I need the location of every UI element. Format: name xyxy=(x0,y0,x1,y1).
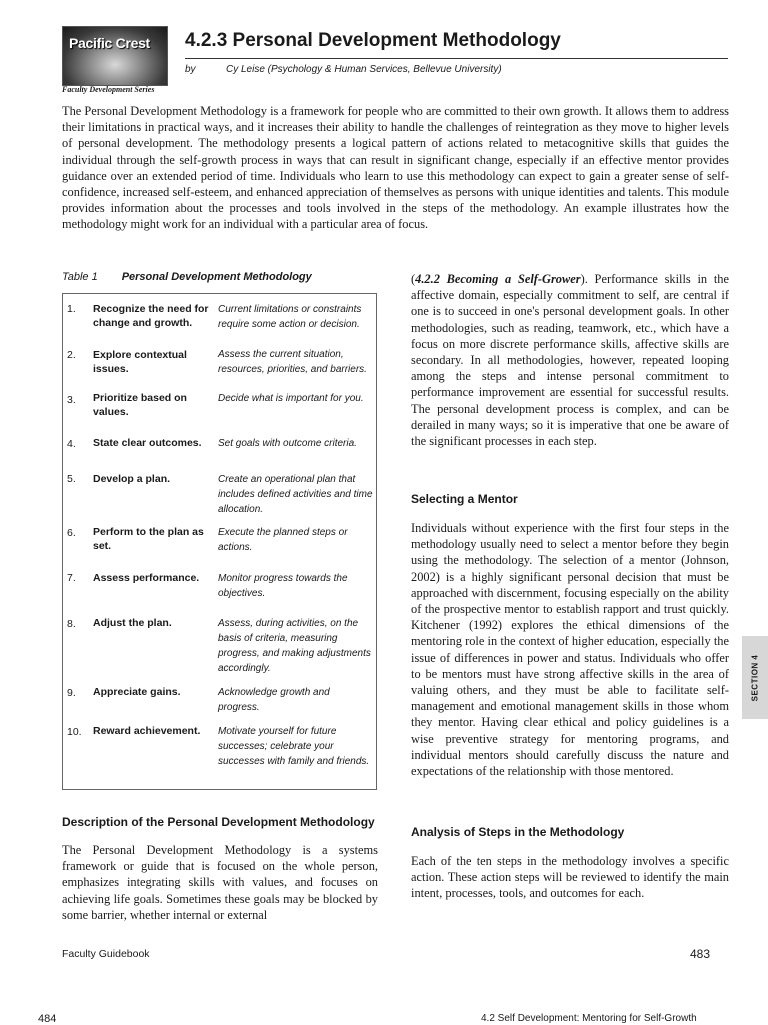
step-description: Assess the current situation, resources, priorities, and barriers. xyxy=(218,349,367,375)
step-description: Assess, during activities, on the basis of criteria, measuring progress, and making adjustments accordingly. xyxy=(218,618,371,674)
table-title: Personal Development Methodology xyxy=(121,271,312,283)
section-tab xyxy=(742,636,768,719)
step-name: State clear outcomes. xyxy=(93,437,202,449)
description-heading: Description of the Personal Development Methodology xyxy=(62,815,375,829)
logo-subtitle: Faculty Development Series xyxy=(62,85,155,94)
step-number: 2. xyxy=(67,349,76,361)
step-number: 5. xyxy=(67,473,76,485)
mentor-heading: Selecting a Mentor xyxy=(411,492,518,506)
step-description: Decide what is important for you. xyxy=(218,393,364,404)
step-number: 6. xyxy=(67,527,76,539)
step-name: Develop a plan. xyxy=(93,473,171,485)
step-number: 1. xyxy=(67,303,76,315)
next-page-number: 484 xyxy=(38,1013,57,1025)
step-name: Explore contextual issues. xyxy=(93,349,187,375)
table-caption xyxy=(62,271,312,283)
step-number: 10. xyxy=(67,726,82,738)
step-name: Appreciate gains. xyxy=(93,686,181,698)
step-number: 7. xyxy=(67,572,76,584)
methodology-table xyxy=(62,293,377,790)
table-number: Table 1 xyxy=(62,271,98,283)
next-page-header: 4.2 Self Development: Mentoring for Self-Growth xyxy=(481,1013,697,1024)
description-paragraph: The Personal Development Methodology is a systems framework or guide that is focused on the whole person, emphasizes integrating skills with values, and focuses on achieving life goals. Sometimes these goals may be blocked by some barrier, whether internal or external xyxy=(62,843,378,922)
step-description: Set goals with outcome criteria. xyxy=(218,438,357,449)
step-description: Motivate yourself for future successes; celebrate your successes with family and friends. xyxy=(218,726,370,767)
step-number: 3. xyxy=(67,394,76,406)
step-description: Monitor progress towards the objectives. xyxy=(218,573,348,599)
section-tab-label: SECTION 4 xyxy=(750,654,760,701)
step-name: Assess performance. xyxy=(93,572,200,584)
step-name: Prioritize based on values. xyxy=(93,392,187,418)
cross-reference: 4.2.2 Becoming a Self-Grower xyxy=(415,272,581,286)
title-divider xyxy=(185,58,728,59)
byline-label: by xyxy=(185,64,196,75)
step-description: Create an operational plan that includes defined activities and time allocation. xyxy=(218,474,373,515)
step-description: Execute the planned steps or actions. xyxy=(218,527,348,553)
page-title: 4.2.3 Personal Development Methodology xyxy=(185,30,561,51)
right-intro-paragraph: (4.2.2 Becoming a Self-Grower). Performance skills in the affective domain, especially commitment to self, are central if one is to succeed in one's personal development goals. In other methodologies, such as reading, teamwork, etc., which have a focus on more discrete performance skills, affective skills are secondary. In all methodologies, however, repeated looping among the steps and intense personal commitment to performance improvement are essential for successful results. The personal development process is complex, and can be derailed in many ways; so it is imperative that one be aware of the significant processes in each step. xyxy=(411,272,729,449)
page-number: 483 xyxy=(690,947,711,961)
step-number: 9. xyxy=(67,687,76,699)
analysis-paragraph: Each of the ten steps in the methodology involves a specific action. These action steps will be reviewed to identify the main intent, processes, tools, and outcomes for each. xyxy=(411,854,729,901)
intro-paragraph: The Personal Development Methodology is a framework for people who are committed to their own growth. It allows them to address their limitations in practical ways, and it increases their ability to handle the challenges of reintegration as they move to higher levels of personal development. The methodology presents a logical pattern of actions related to metacognitive skills that guides the individual through the self-growth process in ways that can result in significant change, especially if an effective mentor provides guidance over an extended period of time. Individuals who learn to use this methodology can expect to gain a greater sense of self-confidence, increased self-esteem, and enhanced appreciation of themselves as persons with unique identities and talents. This module provides information about the processes and tools involved in the steps of the methodology. An example illustrates how the methodology might work for an individual with a particular area of focus. xyxy=(62,104,729,232)
step-description: Acknowledge growth and progress. xyxy=(218,687,330,713)
footer-title: Faculty Guidebook xyxy=(62,948,150,960)
author: Cy Leise (Psychology & Human Services, Bellevue University) xyxy=(226,64,502,75)
step-name: Adjust the plan. xyxy=(93,617,172,629)
step-name: Reward achievement. xyxy=(93,725,201,737)
step-name: Recognize the need for change and growth. xyxy=(93,303,209,329)
step-number: 4. xyxy=(67,438,76,450)
analysis-heading: Analysis of Steps in the Methodology xyxy=(411,825,625,839)
step-name: Perform to the plan as set. xyxy=(93,526,204,552)
mentor-paragraph: Individuals without experience with the first four steps in the methodology usually need to select a mentor before they begin using the methodology. The selection of a mentor (Johnson, 2002) is a highly significant personal decision that must be approached with discernment, focusing especially on the ability of the prospective mentor to establish rapport and trust quickly. Kitchener (1992) explores the ethical dimensions of the mentoring role in the context of higher education, especially the issue of differences in power and status. Individuals who offer to be mentors must have strong affective skills in the area of valuing others, and they must be able to facilitate self-management and emotional management skills in those whom they mentor. Having clear ethical and policy guidelines is a wise preventive strategy for mentoring programs, and individual mentors should carefully discuss the nature and expectations of the relationship with those mentored. xyxy=(411,521,729,779)
step-number: 8. xyxy=(67,618,76,630)
logo-text: Pacific Crest xyxy=(69,35,150,51)
pacific-crest-logo xyxy=(62,26,168,86)
step-description: Current limitations or constraints require some action or decision. xyxy=(218,304,362,330)
right-intro-text: ). Performance skills in the affective domain, especially commitment to self, are central if one is to succeed in one's personal development goals. In other methodologies, such as reading, teamwork, etc., which have a focus on more discrete performance skills, affective skills are secondary. In all methodologies, however, repeated looping among the steps and intense personal commitment to performance improvement are essential for successful results. The personal development process is complex, and can be derailed in many ways; so it is imperative that one be aware of the significant processes in each step. xyxy=(411,272,729,449)
